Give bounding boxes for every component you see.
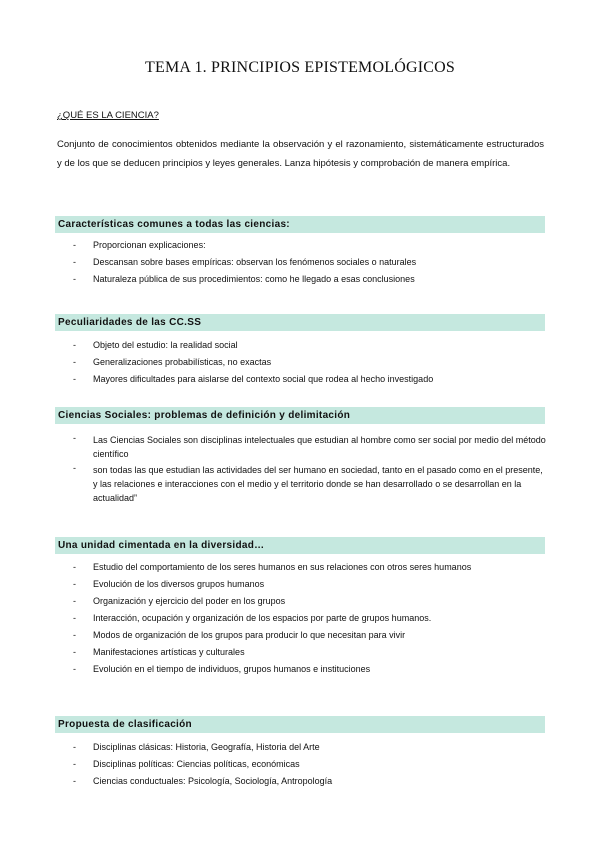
section-list-diversity [57, 559, 547, 678]
list-item: - Modos de organización de los grupos para producir lo que necesitan para vivir [57, 627, 547, 644]
section-list-classification [57, 739, 547, 790]
list-item: - Las Ciencias Sociales son disciplinas intelectuales que estudian al hombre como ser social por medio del método científico [73, 433, 546, 459]
list-item: - Objeto del estudio: la realidad social [57, 337, 547, 354]
page-title: TEMA 1. PRINCIPIOS EPISTEMOLÓGICOS [145, 59, 455, 76]
bullet-dash: - [73, 742, 76, 752]
bullet-dash: - [73, 759, 76, 769]
list-item: - Evolución en el tiempo de individuos, grupos humanos e instituciones [57, 661, 547, 678]
bullet-dash: - [73, 776, 76, 786]
list-item: - Generalizaciones probabilísticas, no exactas [57, 354, 547, 371]
bullet-dash: - [73, 257, 76, 267]
bullet-dash: - [73, 463, 76, 473]
list-item: - Proporcionan explicaciones: [57, 237, 547, 254]
bullet-dash: - [73, 579, 76, 589]
list-item: - Evolución de los diversos grupos humanos [57, 576, 547, 593]
bullet-dash: - [73, 664, 76, 674]
section-heading-diversity: Una unidad cimentada en la diversidad… [55, 537, 545, 554]
bullet-dash: - [73, 562, 76, 572]
section-list-peculiarities [57, 337, 547, 388]
bullet-dash: - [73, 340, 76, 350]
bullet-dash: - [73, 433, 76, 443]
section-heading-peculiarities: Peculiaridades de las CC.SS [55, 314, 545, 331]
bullet-dash: - [73, 647, 76, 657]
bullet-dash: - [73, 613, 76, 623]
bullet-dash: - [73, 357, 76, 367]
definition-paragraph: Conjunto de conocimientos obtenidos mediante la observación y el razonamiento, sistemáticamente estructurados y de los que se deducen principios y leyes generales. Lanza hipótesis y comprobación de manera empírica. [57, 139, 544, 169]
bullet-dash: - [73, 240, 76, 250]
list-item: - son todas las que estudian las actividades del ser humano en sociedad, tanto en el pasado como en el presente, y las relaciones e interacciones con el medio y el territorio donde se han desarrollado o se desarrollan en la actualidad” [73, 463, 543, 503]
section-list-characteristics [57, 237, 547, 288]
section-list-definition-problems [57, 431, 547, 505]
list-item: - Manifestaciones artísticas y culturales [57, 644, 547, 661]
list-item: - Ciencias conductuales: Psicología, Sociología, Antropología [57, 773, 547, 790]
list-item: - Descansan sobre bases empíricas: observan los fenómenos sociales o naturales [57, 254, 547, 271]
list-item: - Disciplinas clásicas: Historia, Geografía, Historia del Arte [57, 739, 547, 756]
bullet-dash: - [73, 630, 76, 640]
section-heading-definition-problems: Ciencias Sociales: problemas de definición y delimitación [55, 407, 545, 424]
bullet-dash: - [73, 596, 76, 606]
bullet-dash: - [73, 374, 76, 384]
list-item: - Organización y ejercicio del poder en los grupos [57, 593, 547, 610]
list-item: - Interacción, ocupación y organización de los espacios por parte de grupos humanos. [57, 610, 547, 627]
section-heading-classification: Propuesta de clasificación [55, 716, 545, 733]
bullet-dash: - [73, 274, 76, 284]
question-heading: ¿QUÉ ES LA CIENCIA? [57, 110, 159, 121]
list-item: - Mayores dificultades para aislarse del contexto social que rodea al hecho investigado [57, 371, 547, 388]
list-item: - Disciplinas políticas: Ciencias políticas, económicas [57, 756, 547, 773]
section-heading-characteristics: Características comunes a todas las ciencias: [55, 216, 545, 233]
list-item: - Estudio del comportamiento de los seres humanos en sus relaciones con otros seres humanos [57, 559, 547, 576]
list-item: - Naturaleza pública de sus procedimientos: como he llegado a esas conclusiones [57, 271, 547, 288]
